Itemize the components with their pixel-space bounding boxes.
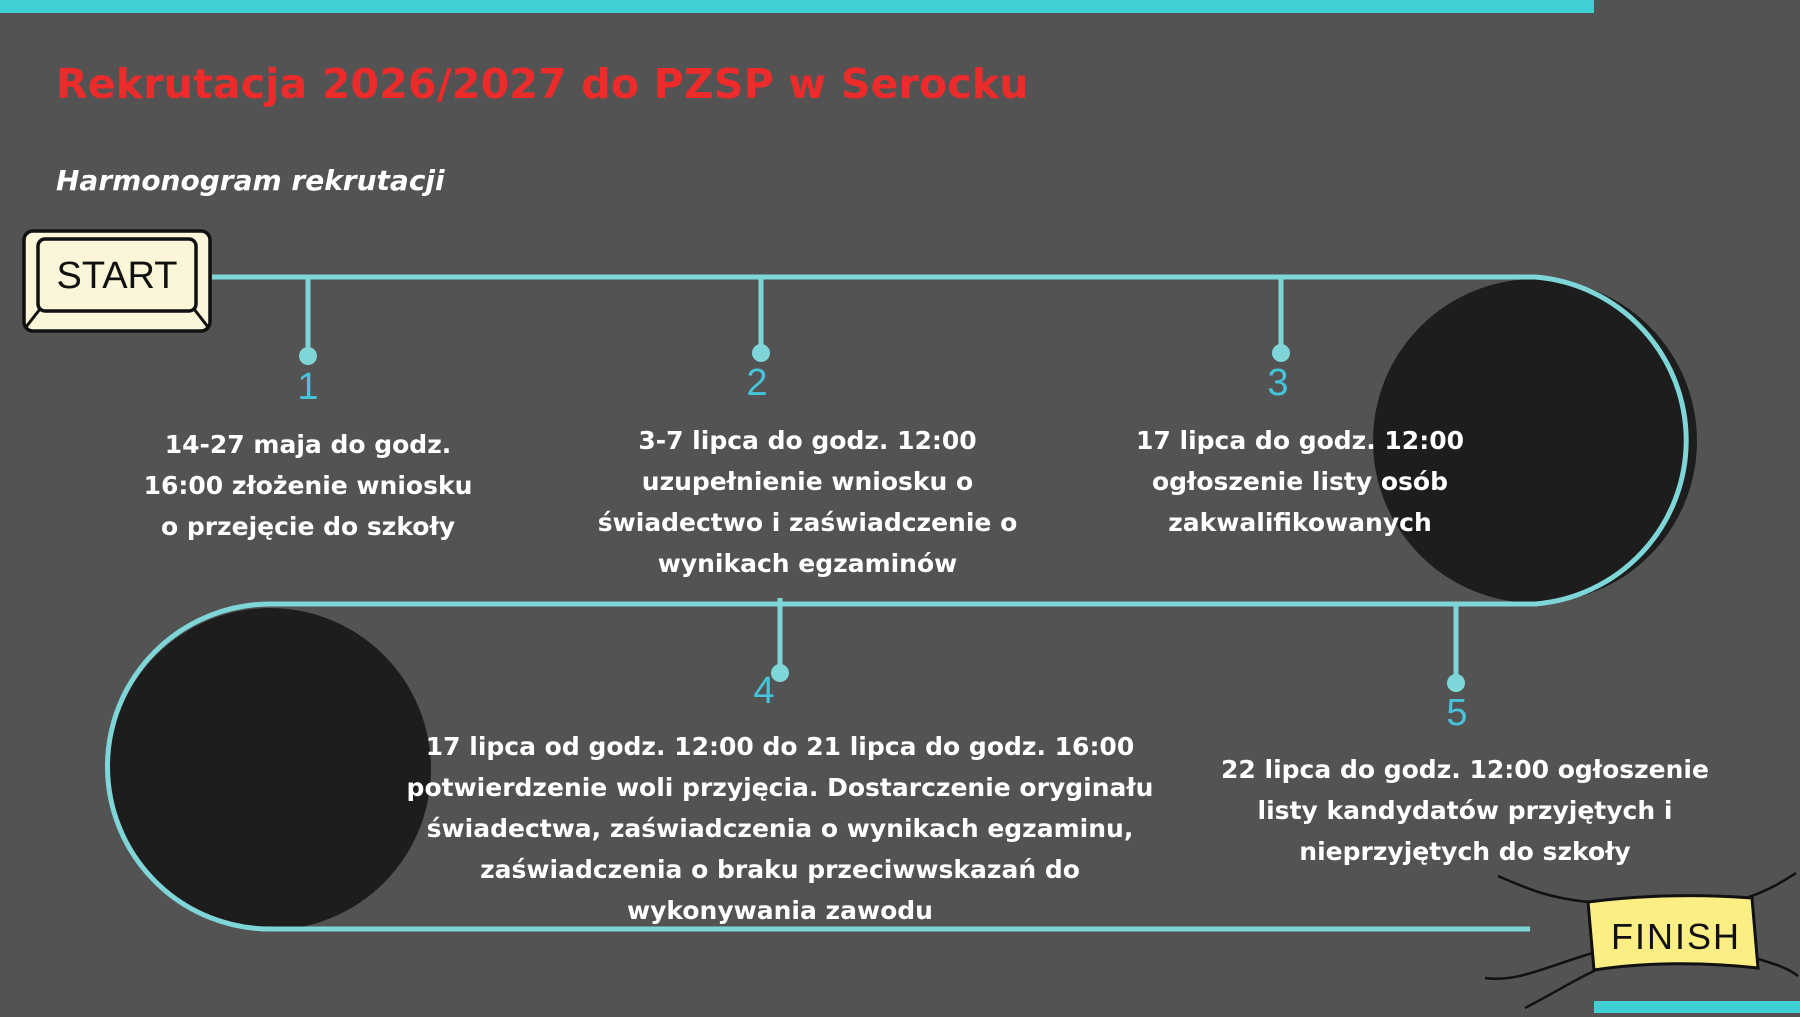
step-3-dot (1272, 344, 1290, 362)
step-4-number: 4 (753, 670, 775, 712)
start-sign (22, 229, 212, 334)
step-2-text: 3-7 lipca do godz. 12:00 uzupełnienie wniosku o świadectwo i zaświadczenie o wynikach egzaminów (597, 426, 1018, 578)
step-3-text: 17 lipca do godz. 12:00 ogłoszenie listy osób zakwalifikowanych (1136, 426, 1464, 537)
finish-sign (1480, 868, 1800, 1013)
finish-sign-graphic (1480, 868, 1800, 1013)
page-title: Rekrutacja 2026/2027 do PZSP w Serocku (56, 60, 1029, 108)
step-5-dot (1447, 674, 1465, 692)
step-1-text: 14-27 maja do godz. 16:00 złożenie wniosku o przejęcie do szkoły (143, 430, 473, 541)
step-2-number: 2 (746, 362, 768, 404)
step-4-text: 17 lipca od godz. 12:00 do 21 lipca do godz. 16:00 potwierdzenie woli przyjęcia. Dostarczenie oryginału świadectwa, zaświadczenia o wynikach egzaminu, zaświadczenia o braku przeciwwskazań do wykonywania zawodu (406, 732, 1154, 925)
page-subtitle: Harmonogram rekrutacji (56, 164, 445, 197)
step-1-dot (299, 347, 317, 365)
start-sign-graphic (22, 229, 212, 334)
step-5-text: 22 lipca do godz. 12:00 ogłoszenie listy kandydatów przyjętych i nieprzyjętych do szkoły (1221, 755, 1709, 866)
step-2-dot (752, 344, 770, 362)
start-label: START (56, 255, 178, 297)
step-1-number: 1 (297, 366, 319, 408)
step-5-number: 5 (1446, 692, 1468, 734)
step-3-number: 3 (1267, 362, 1289, 404)
finish-label: FINISH (1610, 916, 1742, 957)
